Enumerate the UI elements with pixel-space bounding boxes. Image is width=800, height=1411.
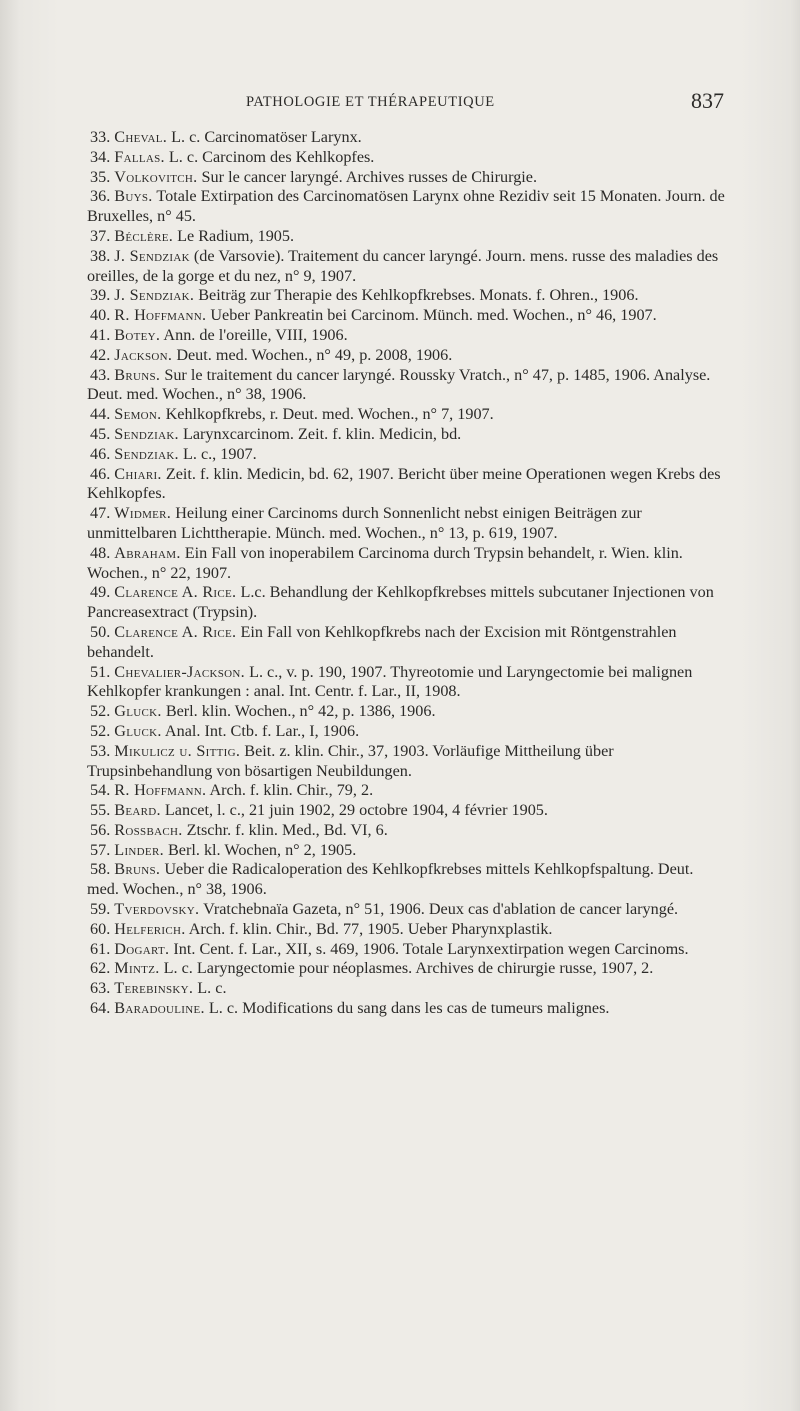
reference-author: Bruns.: [114, 365, 161, 384]
reference-entry: [87, 702, 727, 722]
reference-entry: [87, 623, 727, 663]
reference-number: 50.: [90, 622, 115, 641]
reference-author: Beard.: [114, 801, 161, 820]
reference-number: 40.: [90, 306, 115, 325]
reference-author: Gluck.: [114, 702, 162, 721]
reference-number: 52.: [90, 721, 115, 740]
reference-author: Abraham.: [114, 543, 181, 562]
reference-text: Ein Fall von inoperabilem Carcinoma durch Trypsin behandelt, r. Wien. klin. Wochen., n° 22, 1907.: [87, 543, 683, 582]
reference-author: Sendziak.: [114, 424, 179, 443]
reference-author: Chevalier-Jackson.: [114, 662, 246, 681]
reference-author: Fallas.: [114, 147, 165, 166]
reference-author: J. Sendziak: [114, 246, 190, 265]
reference-number: 48.: [90, 543, 115, 562]
reference-text: Ann. de l'oreille, VIII, 1906.: [160, 325, 348, 344]
reference-number: 45.: [90, 424, 115, 443]
reference-entry: [87, 722, 727, 742]
reference-text: Ueber Pankreatin bei Carcinom. Münch. med. Wochen., n° 46, 1907.: [206, 306, 657, 325]
reference-number: 36.: [90, 187, 115, 206]
reference-entry: [87, 465, 727, 505]
reference-entry: [87, 979, 727, 999]
reference-author: Baradouline.: [114, 999, 205, 1018]
reference-entry: [87, 128, 727, 148]
reference-author: Semon.: [114, 405, 162, 424]
reference-entry: [87, 504, 727, 544]
reference-text: Anal. Int. Ctb. f. Lar., I, 1906.: [161, 721, 360, 740]
reference-author: Jackson.: [114, 345, 173, 364]
reference-author: R. Hoffmann.: [114, 781, 207, 800]
reference-entry: [87, 860, 727, 900]
reference-entry: [87, 583, 727, 623]
reference-author: Dogart.: [114, 939, 170, 958]
reference-text: Zeit. f. klin. Medicin, bd. 62, 1907. Bericht über meine Operationen wegen Krebs des Kehlkopfes.: [87, 464, 721, 503]
reference-text: L. c. Carcinom des Kehlkopfes.: [164, 147, 375, 166]
reference-text: L. c. Modifications du sang dans les cas de tumeurs malignes.: [204, 999, 610, 1018]
reference-author: Mintz.: [114, 959, 160, 978]
reference-entry: [87, 306, 727, 326]
reference-text: Beiträg zur Therapie des Kehlkopfkrebses. Monats. f. Ohren., 1906.: [194, 286, 639, 305]
reference-author: Widmer.: [114, 504, 172, 523]
reference-number: 55.: [90, 801, 115, 820]
reference-number: 41.: [90, 325, 115, 344]
running-title: PATHOLOGIE ET THÉRAPEUTIQUE: [246, 94, 495, 110]
reference-number: 39.: [90, 286, 115, 305]
reference-text: Sur le cancer laryngé. Archives russes de Chirurgie.: [197, 167, 538, 186]
reference-author: R. Hoffmann.: [114, 306, 207, 325]
reference-text: Beit. z. klin. Chir., 37, 1903. Vorläufige Mittheilung über Trupsinbehandlung von bösartigen Neubildungen.: [87, 741, 614, 780]
reference-number: 46.: [90, 464, 115, 483]
reference-author: Cheval.: [114, 128, 168, 146]
reference-entry: [87, 841, 727, 861]
reference-number: 47.: [90, 504, 115, 523]
reference-text: Arch. f. klin. Chir., Bd. 77, 1905. Ueber Pharynxplastik.: [185, 919, 553, 938]
reference-entry: [87, 920, 727, 940]
reference-entry: [87, 781, 727, 801]
reference-entry: [87, 405, 727, 425]
reference-entry: [87, 187, 727, 227]
reference-author: Clarence A. Rice.: [114, 583, 237, 602]
reference-author: Bruns.: [114, 860, 161, 879]
reference-text: Ueber die Radicaloperation des Kehlkopfkrebses mittels Kehlkopfspaltung. Deut. med. Wochen., n° 38, 1906.: [87, 860, 694, 899]
reference-text: Le Radium, 1905.: [173, 226, 295, 245]
reference-author: Gluck.: [114, 721, 162, 740]
reference-list: [87, 128, 727, 1019]
reference-text: Kehlkopfkrebs, r. Deut. med. Wochen., n° 7, 1907.: [161, 405, 494, 424]
reference-entry: [87, 286, 727, 306]
reference-text: L. c. Laryngectomie pour néoplasmes. Archives de chirurgie russe, 1907, 2.: [159, 959, 654, 978]
reference-number: 60.: [90, 919, 115, 938]
reference-text: L. c.: [193, 979, 227, 998]
reference-entry: [87, 544, 727, 584]
reference-author: Botey.: [114, 325, 161, 344]
reference-number: 33.: [90, 128, 115, 146]
reference-entry: [87, 999, 727, 1019]
reference-number: 61.: [90, 939, 115, 958]
reference-entry: [87, 425, 727, 445]
reference-entry: [87, 801, 727, 821]
reference-text: Totale Extirpation des Carcinomatösen Larynx ohne Rezidiv seit 15 Monaten. Journ. de Bruxelles, n° 45.: [87, 187, 725, 226]
reference-entry: [87, 821, 727, 841]
reference-number: 38.: [90, 246, 115, 265]
reference-text: Arch. f. klin. Chir., 79, 2.: [206, 781, 374, 800]
reference-entry: [87, 445, 727, 465]
reference-text: Ein Fall von Kehlkopfkrebs nach der Excision mit Röntgenstrahlen behandelt.: [87, 622, 677, 661]
reference-text: Berl. kl. Wochen, n° 2, 1905.: [163, 840, 357, 859]
reference-author: Tverdovsky.: [114, 900, 200, 919]
reference-entry: [87, 168, 727, 188]
page-header: [246, 88, 724, 118]
reference-number: 42.: [90, 345, 115, 364]
reference-entry: [87, 326, 727, 346]
reference-number: 34.: [90, 147, 115, 166]
reference-number: 64.: [90, 999, 115, 1018]
reference-number: 37.: [90, 226, 115, 245]
reference-author: Helferich.: [114, 919, 186, 938]
reference-number: 53.: [90, 741, 115, 760]
reference-author: Sendziak.: [114, 444, 179, 463]
reference-author: J. Sendziak.: [114, 286, 195, 305]
reference-text: Int. Cent. f. Lar., XII, s. 469, 1906. Totale Larynxextirpation wegen Carcinoms.: [169, 939, 689, 958]
reference-text: Lancet, l. c., 21 juin 1902, 29 octobre 1904, 4 février 1905.: [160, 801, 548, 820]
reference-number: 62.: [90, 959, 115, 978]
page-number: 837: [691, 88, 724, 113]
reference-author: Rossbach.: [114, 820, 183, 839]
reference-text: Deut. med. Wochen., n° 49, p. 2008, 1906.: [172, 345, 453, 364]
reference-entry: [87, 227, 727, 247]
reference-text: Heilung einer Carcinoms durch Sonnenlicht nebst einigen Beiträgen zur unmittelbaren Lichttherapie. Münch. med. Wochen., n° 13, p. 619, 1907.: [87, 504, 642, 542]
reference-entry: [87, 346, 727, 366]
reference-entry: [87, 900, 727, 920]
reference-entry: [87, 148, 727, 168]
reference-author: Volkovitch.: [114, 167, 198, 186]
reference-author: Linder.: [114, 840, 164, 859]
reference-entry: [87, 663, 727, 703]
reference-number: 44.: [90, 405, 115, 424]
reference-text: Berl. klin. Wochen., n° 42, p. 1386, 1906.: [161, 702, 436, 721]
reference-number: 49.: [90, 583, 115, 602]
reference-author: Chiari.: [114, 464, 162, 483]
reference-text: Vratchebnaïa Gazeta, n° 51, 1906. Deux cas d'ablation de cancer laryngé.: [199, 900, 679, 919]
reference-author: Terebinsky.: [114, 979, 194, 998]
reference-entry: [87, 959, 727, 979]
reference-author: Buys.: [114, 187, 153, 206]
reference-author: Mikulicz u. Sittig.: [114, 741, 241, 760]
reference-number: 52.: [90, 702, 115, 721]
reference-number: 63.: [90, 979, 115, 998]
reference-number: 57.: [90, 840, 115, 859]
reference-text: Ztschr. f. klin. Med., Bd. VI, 6.: [182, 820, 388, 839]
reference-text: Sur le traitement du cancer laryngé. Roussky Vratch., n° 47, p. 1485, 1906. Analyse. Deut. med. Wochen., n° 38, 1906.: [87, 365, 711, 404]
reference-entry: [87, 366, 727, 406]
reference-text: Larynxcarcinom. Zeit. f. klin. Medicin, bd.: [178, 424, 462, 443]
reference-number: 54.: [90, 781, 115, 800]
reference-number: 58.: [90, 860, 115, 879]
reference-text: L. c., v. p. 190, 1907. Thyreotomie und Laryngectomie bei malignen Kehlkopfer krankungen : anal. Int. Centr. f. Lar., II, 1908.: [87, 662, 693, 701]
reference-number: 59.: [90, 900, 115, 919]
reference-author: Clarence A. Rice.: [114, 622, 237, 641]
reference-text: (de Varsovie). Traitement du cancer laryngé. Journ. mens. russe des maladies des oreilles, de la gorge et du nez, n° 9, 1907.: [87, 246, 719, 285]
reference-number: 56.: [90, 820, 115, 839]
reference-author: Béclère.: [114, 226, 174, 245]
reference-number: 43.: [90, 365, 115, 384]
reference-number: 46.: [90, 444, 115, 463]
reference-number: 51.: [90, 662, 115, 681]
reference-number: 35.: [90, 167, 115, 186]
reference-text: L. c., 1907.: [178, 444, 257, 463]
reference-entry: [87, 247, 727, 287]
reference-text: L. c. Carcinomatöser Larynx.: [167, 128, 362, 146]
reference-entry: [87, 742, 727, 782]
reference-entry: [87, 940, 727, 960]
reference-text: L.c. Behandlung der Kehlkopfkrebses mittels subcutaner Injectionen von Pancreasextract (Trypsin).: [87, 583, 714, 622]
